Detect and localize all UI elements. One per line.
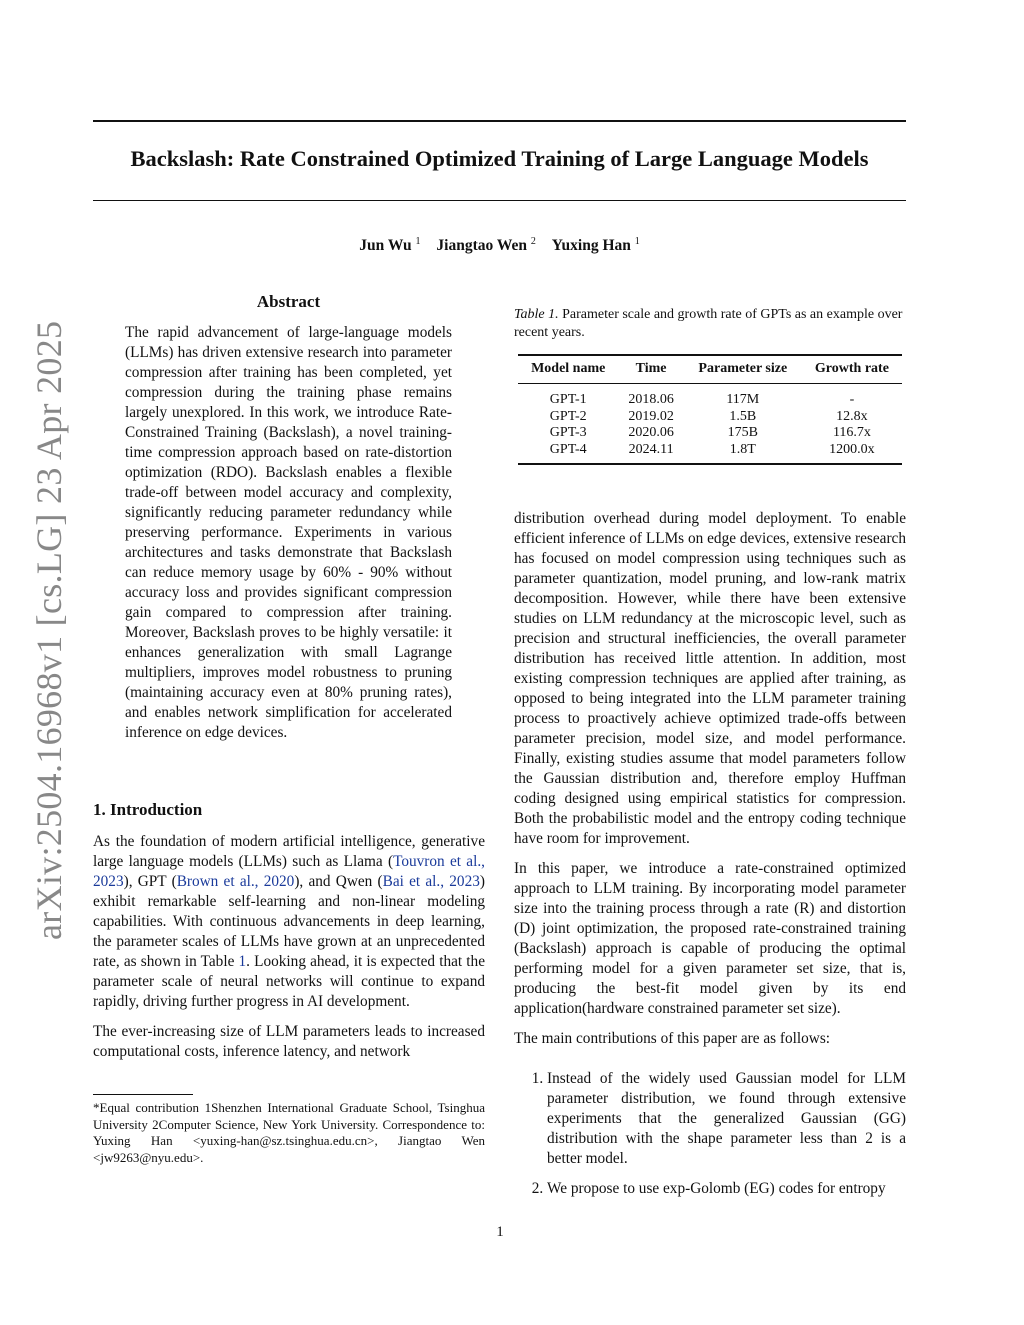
body-paragraph: In this paper, we introduce a rate-constrained optimized approach to LLM training. By incorporating model parameter size into the training process through a rate (R) and distortion (D) joint optimization, the proposed rate-constrained training (Backslash) approach is capable of producing the optimal performing model for a given parameter set size, that is, producing the best-fit model given by its end application(hardware constrained parameter set size). bbox=[514, 860, 906, 1017]
title-rule-bottom bbox=[93, 200, 906, 201]
text: As the foundation of modern artificial intelligence, generative large language models (LLMs) such as Llama ( bbox=[93, 833, 485, 870]
citation-link[interactable]: Brown et al., 2020 bbox=[176, 873, 295, 890]
footnote-rule bbox=[93, 1094, 193, 1095]
table-cell: GPT-2 bbox=[549, 408, 587, 424]
contributions-list bbox=[514, 1069, 906, 1199]
page-number: 1 bbox=[496, 1224, 504, 1240]
right-column-text bbox=[514, 509, 906, 1209]
table-cell: GPT-1 bbox=[549, 392, 587, 407]
text: ), GPT ( bbox=[123, 873, 177, 890]
citation-link[interactable]: Bai et al., 2023 bbox=[382, 873, 480, 890]
column-header: Time bbox=[635, 361, 667, 376]
author-list bbox=[93, 236, 906, 255]
table-cell: GPT-4 bbox=[549, 441, 587, 457]
table-cell: - bbox=[849, 392, 855, 407]
author-name: Jiangtao Wen bbox=[436, 237, 527, 255]
list-item: 2. We propose to use exp-Golomb (EG) codes for entropy bbox=[547, 1179, 906, 1199]
body-paragraph: distribution overhead during model deployment. To enable efficient inference of LLMs on edge devices, extensive research has focused on model compression using techniques such as parameter quantization, model pruning, and low-rank matrix decomposition. However, while there have been extensive studies on LLM redundancy at the microscopic level, such as precision and structural inefficiencies, the overall parameter distribution has received little attention. In addition, most existing compression techniques are applied after training, as opposed to being integrated into the LLM parameter training process to proactively achieve optimized trade-offs between parameter precision, model size, and model performance. Finally, existing studies assume that model parameters follow the Gaussian distribution and, therefore employ Huffman coding designed using empirical statistics for compression. Both the probabilistic model and the entropy coding technique have room for improvement. bbox=[514, 510, 906, 847]
text: ), and Qwen ( bbox=[294, 873, 383, 890]
section-heading: 1. Introduction bbox=[93, 800, 203, 819]
table-cell: 2020.06 bbox=[628, 425, 674, 440]
author-name: Yuxing Han bbox=[551, 237, 631, 255]
gpt-parameter-table bbox=[518, 354, 902, 465]
affiliation-mark: 2 bbox=[530, 236, 536, 247]
table-cell: 2018.06 bbox=[628, 392, 674, 407]
intro-paragraph bbox=[93, 832, 485, 1012]
table-cell: 175B bbox=[727, 425, 758, 440]
table-reference-link[interactable]: 1 bbox=[238, 953, 247, 970]
table-row bbox=[518, 425, 902, 442]
affiliation-mark: 1 bbox=[415, 236, 421, 247]
citation-link[interactable]: Touvron et al., 2023 bbox=[93, 853, 485, 890]
table-cell: 1200.0x bbox=[829, 441, 875, 457]
column-header: Model name bbox=[531, 361, 606, 376]
abstract-body bbox=[125, 323, 452, 753]
table-cell: 12.8x bbox=[836, 408, 868, 424]
list-item: 1. Instead of the widely used Gaussian model for LLM parameter distribution, we found through extensive experiments that the generalized Gaussian (GG) distribution with the shape parameter less than 2 is a better model. bbox=[547, 1069, 906, 1169]
column-header: Parameter size bbox=[698, 361, 788, 376]
table-cell: GPT-3 bbox=[549, 425, 587, 440]
paper-title: Backslash: Rate Constrained Optimized Training of Large Language Models bbox=[130, 146, 869, 171]
column-header: Growth rate bbox=[814, 361, 889, 376]
table-cell: 116.7x bbox=[832, 425, 871, 440]
text: . Looking ahead, it is expected that the parameter scale of neural networks will continue to expand rapidly, driving further progress in AI development. bbox=[93, 953, 485, 1010]
table-cell: 117M bbox=[726, 392, 760, 407]
author bbox=[359, 237, 420, 254]
title-rule-top bbox=[93, 120, 906, 122]
body-paragraph: The main contributions of this paper are as follows: bbox=[514, 1030, 831, 1047]
footnote: *Equal contribution 1Shenzhen International Graduate School, Tsinghua University 2Computer Science, New York University. Correspondence to: Yuxing Han <yuxing-han@sz.tsinghua.edu.cn>, Jiangtao Wen <jw9263@nyu.edu>. bbox=[93, 1100, 485, 1165]
table-cell: 2019.02 bbox=[628, 408, 674, 424]
intro-paragraph: The ever-increasing size of LLM parameters leads to increased computational costs, inference latency, and network bbox=[93, 1023, 485, 1060]
abstract-heading: Abstract bbox=[256, 292, 321, 311]
table-row bbox=[518, 384, 902, 409]
author bbox=[552, 237, 640, 254]
caption-text: Parameter scale and growth rate of GPTs as an example over recent years. bbox=[514, 307, 903, 340]
table-cell: 1.8T bbox=[729, 441, 756, 457]
author-name: Jun Wu bbox=[359, 237, 412, 255]
table-header-row bbox=[518, 355, 902, 384]
caption-label: Table 1. bbox=[514, 307, 559, 322]
arxiv-identifier: arXiv:2504.16968v1 [cs.LG] 23 Apr 2025 bbox=[29, 320, 69, 940]
table-row bbox=[518, 409, 902, 426]
author bbox=[436, 237, 535, 254]
table-cell: 2024.11 bbox=[628, 441, 674, 457]
affiliation-mark: 1 bbox=[634, 236, 640, 247]
table-caption bbox=[514, 306, 906, 342]
table-cell: 1.5B bbox=[729, 408, 757, 424]
abstract-text: The rapid advancement of large-language models (LLMs) has driven extensive research into parameter compression after training has been completed, yet compression during the training phase remains largely unexplored. In this work, we introduce Rate-Constrained Training (Backslash), a novel training-time compression approach based on rate-distortion optimization (RDO). Backslash enables a flexible trade-off between model accuracy and complexity, significantly reducing parameter redundancy while preserving performance. Experiments in various architectures and tasks demonstrate that Backslash can reduce memory usage by 60% - 90% without accuracy loss and provides significant compression gain compared to compression after training. Moreover, Backslash proves to be highly versatile: it enhances generalization with small Lagrange multipliers, improves model robustness to pruning (maintaining accuracy even at 80% pruning rates), and enables network simplification for accelerated inference on edge devices. bbox=[125, 324, 452, 741]
text: ) exhibit remarkable self-learning and non-linear modeling capabilities. With continuous advancements in deep learning, the parameter scales of LLMs have grown at an unprecedented rate, as shown in Table bbox=[93, 873, 485, 970]
table-row bbox=[518, 442, 902, 465]
introduction-section bbox=[93, 800, 485, 1072]
